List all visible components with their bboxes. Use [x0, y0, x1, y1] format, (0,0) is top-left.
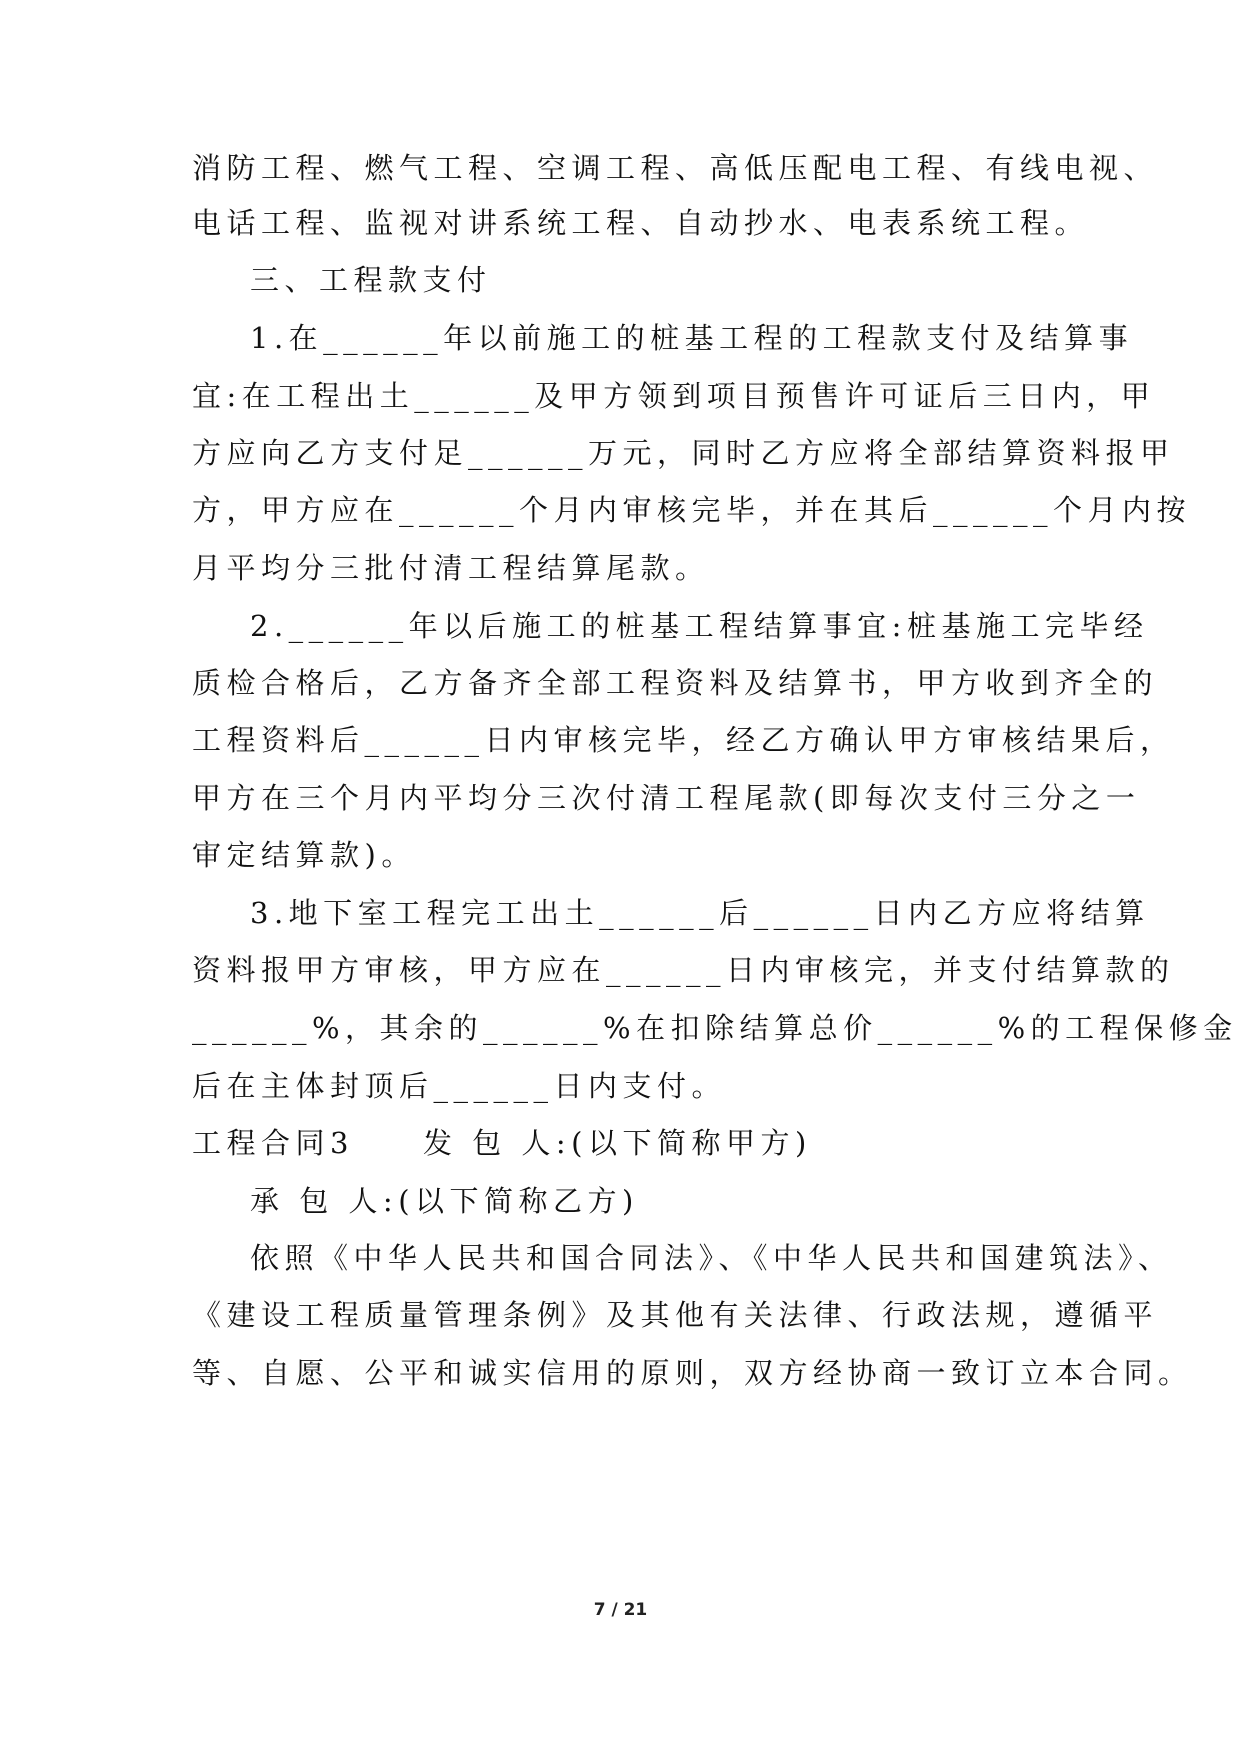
- text-line-8: 月平均分三批付清工程结算尾款。: [192, 551, 710, 585]
- text-line-4: 1.在______年以前施工的桩基工程的工程款支付及结算事: [250, 321, 1134, 355]
- page-number: 7 / 21: [593, 1600, 648, 1620]
- text-line-10: 质检合格后，乙方备齐全部工程资料及结算书，甲方收到齐全的: [192, 666, 1159, 700]
- text-line-11: 工程资料后______日内审核完毕，经乙方确认甲方审核结果后，: [192, 723, 1175, 757]
- text-line-15: 资料报甲方审核，甲方应在______日内审核完，并支付结算款的: [192, 953, 1175, 987]
- section-heading: 三、工程款支付: [250, 263, 492, 297]
- text-line-2: 电话工程、监视对讲系统工程、自动抄水、电表系统工程。: [192, 206, 1090, 240]
- text-line-9: 2.______年以后施工的桩基工程结算事宜:桩基施工完毕经: [250, 609, 1149, 643]
- text-line-14: 3.地下室工程完工出土______后______日内乙方应将结算: [250, 896, 1150, 930]
- text-line-21: 《建设工程质量管理条例》及其他有关法律、行政法规，遵循平: [192, 1298, 1159, 1332]
- text-line-5: 宜:在工程出土______及甲方领到项目预售许可证后三日内，甲: [192, 379, 1156, 413]
- text-line-1: 消防工程、燃气工程、空调工程、高低压配电工程、有线电视、: [192, 151, 1159, 185]
- text-line-13: 审定结算款)。: [192, 838, 416, 872]
- text-line-12: 甲方在三个月内平均分三次付清工程尾款(即每次支付三分之一: [192, 781, 1141, 815]
- text-line-6: 方应向乙方支付足______万元，同时乙方应将全部结算资料报甲: [192, 436, 1175, 470]
- text-line-17: 后在主体封顶后______日内支付。: [192, 1069, 727, 1103]
- contractor-line: 承 包 人:(以下简称乙方): [250, 1184, 639, 1218]
- text-line-22: 等、自愿、公平和诚实信用的原则，双方经协商一致订立本合同。: [192, 1356, 1193, 1390]
- contract-title-line: 工程合同3 发 包 人:(以下简称甲方): [192, 1126, 812, 1160]
- text-line-7: 方，甲方应在______个月内审核完毕，并在其后______个月内按: [192, 493, 1192, 527]
- text-line-20: 依照《中华人民共和国合同法》、《中华人民共和国建筑法》、: [250, 1241, 1173, 1275]
- text-line-16: ______%，其余的______%在扣除结算总价______%的工程保修金: [192, 1011, 1238, 1045]
